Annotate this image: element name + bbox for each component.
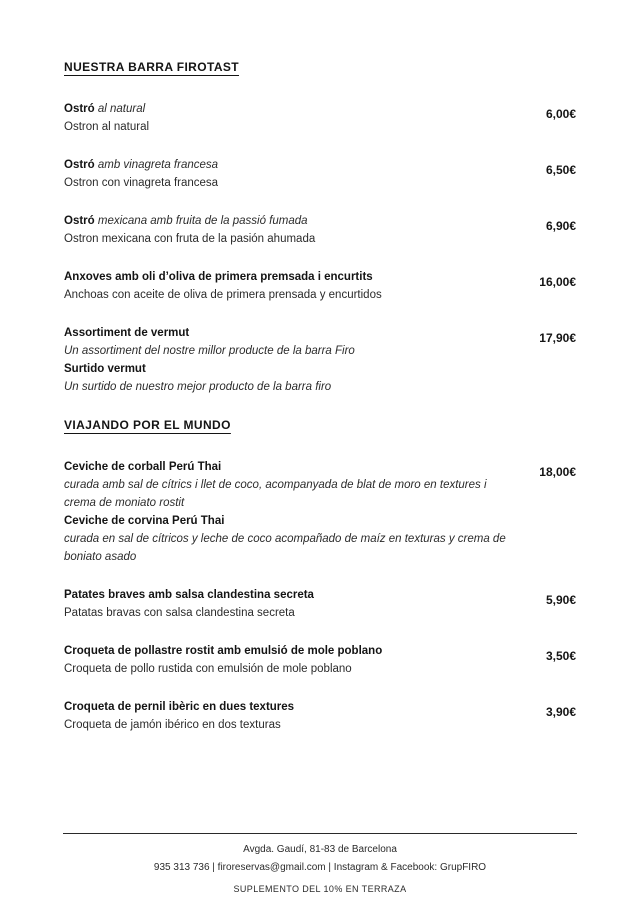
menu-text-segment: Surtido vermut (64, 363, 146, 375)
menu-text-segment: Ostron mexicana con fruta de la pasión ahumada (64, 233, 316, 245)
menu-item-price: 3,50€ (545, 649, 576, 663)
section-title: VIAJANDO POR EL MUNDO (64, 418, 231, 432)
menu-text-segment: Ceviche de corball Perú Thai (64, 461, 222, 473)
menu-item-line (64, 174, 528, 192)
menu-item-line (64, 586, 528, 604)
menu-text-segment: Croqueta de jamón ibérico en dos texturas (64, 719, 281, 731)
menu-text-segment: Ceviche de corvina Perú Thai (64, 515, 225, 527)
menu-item-line (64, 458, 521, 476)
menu-item (64, 212, 576, 248)
menu-item-text (64, 324, 539, 396)
menu-item (64, 156, 576, 192)
page-footer (63, 833, 577, 894)
menu-item-text (64, 586, 546, 622)
menu-item-line (64, 642, 528, 660)
menu-text-segment: al natural (94, 103, 146, 115)
menu-item-text (64, 698, 546, 734)
menu-text-segment: Croqueta de pollo rustida con emulsión de mole poblano (64, 663, 352, 675)
menu-text-segment: Croqueta de pernil ibèric en dues textures (64, 701, 295, 713)
footer-address: Avgda. Gaudí, 81-83 de Barcelona (243, 844, 397, 855)
menu-text-segment: Patatas bravas con salsa clandestina secreta (64, 607, 295, 619)
menu-item-line (64, 604, 528, 622)
menu-item-text (64, 458, 539, 566)
menu-text-segment: amb vinagreta francesa (94, 159, 219, 171)
menu-item-line (64, 100, 528, 118)
menu-item-price: 6,00€ (545, 107, 576, 121)
menu-section (64, 416, 576, 734)
menu-item-line (64, 118, 528, 136)
menu-item-price: 6,50€ (545, 163, 576, 177)
footer-surcharge-note: SUPLEMENTO DEL 10% EN TERRAZA (233, 884, 407, 894)
menu-item-line (64, 660, 528, 678)
menu-text-segment: Un surtido de nuestro mejor producto de la barra firo (64, 381, 332, 393)
menu-item-price: 17,90€ (539, 331, 576, 345)
menu-text-segment: Croqueta de pollastre rostit amb emulsió de mole poblano (64, 645, 383, 657)
menu-item-line (64, 512, 521, 530)
menu-text-segment: Ostron con vinagreta francesa (64, 177, 219, 189)
menu-item-line (64, 212, 528, 230)
menu-item-line (64, 286, 521, 304)
menu-item-text (64, 100, 546, 136)
menu-text-segment: Patates braves amb salsa clandestina secreta (64, 589, 314, 601)
menu-item (64, 698, 576, 734)
menu-item-line (64, 342, 521, 360)
menu-item-price: 6,90€ (545, 219, 576, 233)
menu-item-line (64, 230, 528, 248)
menu-text-segment: Ostron al natural (64, 121, 150, 133)
menu-item (64, 642, 576, 678)
menu-item-line (64, 698, 528, 716)
menu-item-text (64, 212, 546, 248)
menu-item-line (64, 156, 528, 174)
menu-item-line (64, 268, 521, 286)
menu-text-segment: Ostró (64, 159, 95, 171)
footer-contact: 935 313 736 | firoreservas@gmail.com | Instagram & Facebook: GrupFIRO (153, 862, 487, 873)
menu-text-segment: mexicana amb fruita de la passió fumada (94, 215, 308, 227)
menu-item-line (64, 360, 521, 378)
menu-text-segment: Un assortiment del nostre millor producte de la barra Firo (64, 345, 355, 357)
menu-text-segment: Ostró (64, 215, 95, 227)
menu-item-line (64, 324, 521, 342)
menu-item (64, 458, 576, 566)
menu-item (64, 268, 576, 304)
menu-item (64, 100, 576, 136)
menu-text-segment: Assortiment de vermut (64, 327, 190, 339)
menu-item-text (64, 156, 546, 192)
menu-item-price: 16,00€ (539, 275, 576, 289)
menu-text-segment: curada amb sal de cítrics i llet de coco, acompanyada de blat de moro en textures i crema de moniato rostit (64, 479, 487, 509)
menu-item-line (64, 476, 521, 512)
menu-text-segment: Anchoas con aceite de oliva de primera prensada y encurtidos (64, 289, 382, 301)
section-title: NUESTRA BARRA FIROTAST (64, 60, 240, 74)
menu-item-price: 18,00€ (539, 465, 576, 479)
menu-item-text (64, 268, 539, 304)
menu-item-line (64, 716, 528, 734)
menu-item (64, 586, 576, 622)
menu-text-segment: curada en sal de cítricos y leche de coco acompañado de maíz en texturas y crema de boniato asado (64, 533, 506, 563)
menu-item (64, 324, 576, 396)
menu-section (64, 58, 576, 396)
menu-item-line (64, 530, 521, 566)
menu-text-segment: Anxoves amb oli d’oliva de primera premsada i encurtits (64, 271, 373, 283)
menu-item-price: 3,90€ (545, 705, 576, 719)
menu-item-price: 5,90€ (545, 593, 576, 607)
menu-text-segment: Ostró (64, 103, 95, 115)
menu-item-text (64, 642, 546, 678)
menu-item-line (64, 378, 521, 396)
